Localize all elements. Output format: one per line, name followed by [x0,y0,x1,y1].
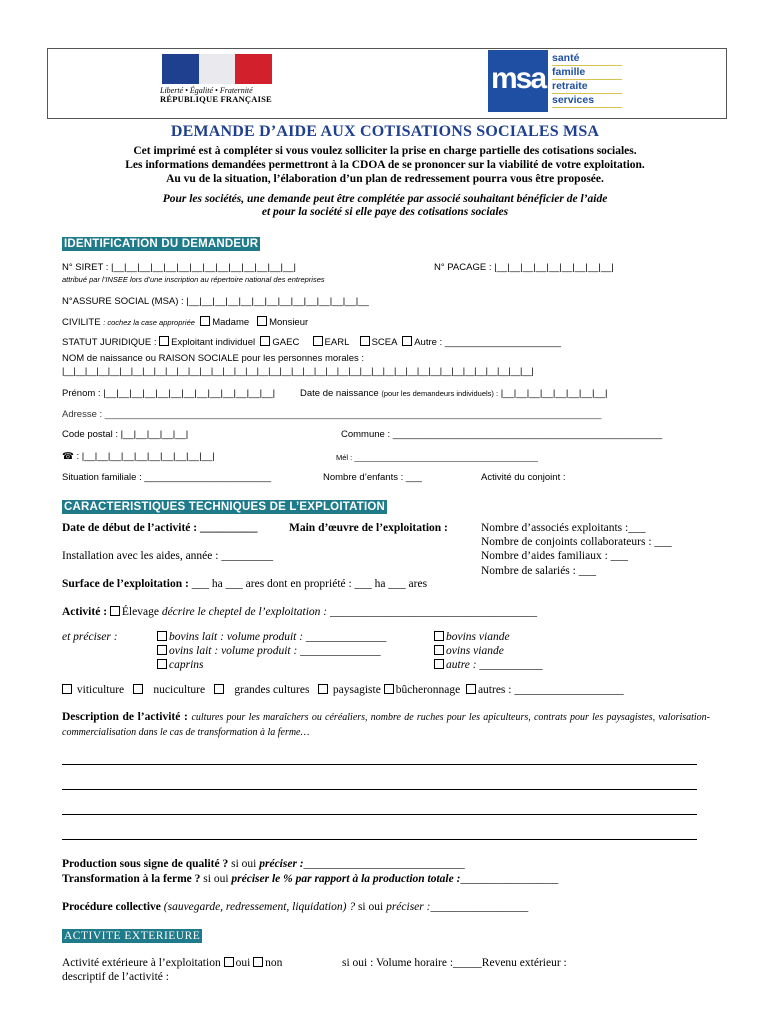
bovins-lait-label[interactable]: bovins lait : volume produit : ______________ [169,631,387,643]
activite-conjoint-field[interactable]: Activité du conjoint : [481,472,566,483]
qualite-field[interactable]: ____________________________ [303,858,465,870]
caprins-checkbox[interactable] [157,659,167,669]
monsieur-checkbox[interactable] [257,316,267,326]
bucheronnage-checkbox[interactable] [384,684,394,694]
conjoints-field[interactable]: Nombre de conjoints collaborateurs : ___ [481,536,672,548]
prenom-field[interactable]: Prénom : |__|__|__|__|__|__|__|__|__|__|__|__|__| [62,388,276,399]
autre-elevage-label[interactable]: autre : ___________ [446,659,543,671]
autre-label[interactable]: Autre : ______________________ [414,337,562,348]
exploitant-label: Exploitant individuel [171,337,256,348]
ovins-lait-option [157,645,381,657]
civilite-row [62,316,308,328]
intro-italic-line: et pour la société si elle paye des cotisations sociales [261,206,509,218]
surface-field[interactable]: ___ ha ___ ares dont en propriété : ___ ha ___ ares [191,578,428,590]
code-postal-field[interactable]: Code postal : |__|__|__|__|__| [62,429,189,440]
earl-label: EARL [324,337,349,348]
transformation-row [62,873,558,885]
bucheronnage-label: bûcheronnage [395,684,461,696]
description-label: Description de l’activité : [62,711,188,723]
ext-non-checkbox[interactable] [253,957,263,967]
monsieur-label: Monsieur [269,317,309,328]
naissance-row [300,388,607,399]
ext-row [62,957,282,969]
bovins-viande-option [434,631,510,643]
header-frame [47,48,727,119]
autres-checkbox[interactable] [466,684,476,694]
description-line[interactable] [62,814,697,815]
ext-si-oui-field[interactable]: si oui : Volume horaire :_____Revenu extérieur : [342,957,567,969]
section-heading-activite-exterieure: ACTIVITE EXTERIEURE [64,930,201,942]
msa-line: retraite [552,80,622,94]
surface-label: Surface de l’exploitation : [62,578,189,590]
qualite-preciser: préciser : [259,858,304,870]
civilite-note: : cochez la case appropriée [103,318,195,327]
naissance-field[interactable]: |__|__|__|__|__|__|__|__| [500,388,608,399]
description-line[interactable] [62,764,697,765]
ext-oui-label: oui [235,957,251,969]
msa-line: services [552,94,622,108]
exploitant-checkbox[interactable] [159,336,169,346]
aides-familiaux-field[interactable]: Nombre d’aides familiaux : ___ [481,550,628,562]
elevage-label: Élevage [121,606,159,618]
gaec-label: GAEC [272,337,300,348]
intro-line: Les informations demandées permettront à la CDOA de se prononcer sur la viabilité de votre exploitation. [125,159,645,171]
intro-line: Au vu de la situation, l’élaboration d’un plan de redressement pourra vous être proposée. [166,173,604,185]
activite-label: Activité : [62,606,108,618]
siret-note: attribué par l’INSEE lors d’une inscription au répertoire national des entreprises [62,275,325,284]
bovins-viande-checkbox[interactable] [434,631,444,641]
adresse-field[interactable]: Adresse : ______________________________________________________________________________________________ [62,409,602,420]
madame-label: Madame [212,317,250,328]
telephone-field[interactable]: ☎ : |__|__|__|__|__|__|__|__|__|__| [62,451,215,462]
qualite-label: Production sous signe de qualité ? [62,858,229,870]
msa-line: santé [552,52,622,66]
surface-row [62,578,427,590]
description-line[interactable] [62,839,697,840]
page-title: DEMANDE D’AIDE AUX COTISATIONS SOCIALES MSA [170,123,600,140]
elevage-field[interactable]: ____________________________________ [330,606,538,618]
ovins-lait-checkbox[interactable] [157,645,167,655]
section-heading-caracteristiques: CARACTERISTIQUES TECHNIQUES DE L’EXPLOITATION [64,501,386,513]
transformation-field[interactable]: _________________ [460,873,559,885]
autre-elevage-option [434,659,543,671]
scea-label: SCEA [371,337,397,348]
transformation-preciser: préciser le % par rapport à la production totale : [231,873,461,885]
situation-field[interactable]: Situation familiale : ________________________ [62,472,272,483]
nom-field[interactable]: |__|__|__|__|__|__|__|__|__|__|__|__|__|__|__|__|__|__|__|__|__|__|__|__|__|__|__|__|__|__|__|__|__|__|__|__|__|__|__|__|__| [62,366,534,376]
qualite-si-oui: si oui [231,858,257,870]
msa-logo [488,50,548,112]
bovins-viande-label: bovins viande [446,631,510,643]
procedure-row [62,901,528,913]
bovins-lait-checkbox[interactable] [157,631,167,641]
intro-text [60,144,710,186]
nom-label: NOM de naissance ou RAISON SOCIALE pour les personnes morales : [62,353,365,364]
marianne-flag-logo [162,54,272,84]
elevage-note: décrire le cheptel de l’exploitation : [161,606,328,618]
naissance-label: Date de naissance [300,388,379,399]
naissance-note: (pour les demandeurs individuels) : [381,389,499,398]
autre-checkbox[interactable] [402,336,412,346]
ext-label: Activité extérieure à l’exploitation [62,957,221,969]
republic-logo-text [160,86,272,104]
statut-label: STATUT JURIDIQUE : [62,337,157,348]
ovins-viande-checkbox[interactable] [434,645,444,655]
preciser-label: et préciser : [62,631,118,643]
activite-row [62,606,537,618]
civilite-label: CIVILITE [62,317,101,328]
scea-checkbox[interactable] [360,336,370,346]
transformation-label: Transformation à la ferme ? [62,873,201,885]
commune-field[interactable]: Commune : ___________________________________________________ [341,429,663,440]
autres-activites-row [62,684,624,696]
enfants-field[interactable]: Nombre d’enfants : ___ [323,472,422,483]
main-oeuvre-label: Main d’œuvre de l’exploitation : [289,522,448,534]
republic-name: RÉPUBLIQUE FRANÇAISE [160,94,272,104]
caprins-label: caprins [169,659,204,671]
description-line[interactable] [62,789,697,790]
grandes-cultures-label: grandes cultures [234,684,310,696]
caprins-option [157,659,204,671]
republic-motto: Liberté • Égalité • Fraternité [160,86,253,95]
procedure-field[interactable]: _________________ [430,901,529,913]
ovins-viande-label: ovins viande [446,645,504,657]
description-note: cultures pour les maraîchers ou céréaliers, nombre de ruches pour les apiculteurs, contrats pour les paysagistes, valorisation-commercialisation dans le cas de transformation à la ferme… [62,712,711,738]
description-block [62,710,710,740]
statut-row [62,336,561,348]
date-debut-field[interactable]: Date de début de l’activité : __________ [62,522,258,534]
qualite-row [62,858,465,870]
intro-line: Cet imprimé est à compléter si vous voulez solliciter la prise en charge partielle des cotisations sociales. [133,145,637,157]
procedure-preciser: préciser : [386,901,431,913]
madame-checkbox[interactable] [200,316,210,326]
pacage-field[interactable]: N° PACAGE : |__|__|__|__|__|__|__|__|__| [434,262,614,273]
section-heading-identification: IDENTIFICATION DU DEMANDEUR [64,238,259,250]
viticulture-checkbox[interactable] [62,684,72,694]
ovins-lait-label[interactable]: ovins lait : volume produit : ______________ [169,645,381,657]
gaec-checkbox[interactable] [260,336,270,346]
grandes-cultures-checkbox[interactable] [214,684,224,694]
intro-italic [60,193,710,219]
msa-line: famille [552,66,622,80]
bovins-lait-option [157,631,386,643]
assure-social-field[interactable]: N°ASSURE SOCIAL (MSA) : |__|__|__|__|__|__|__|__|__|__|__|__|__|__ [62,296,369,307]
autre-elevage-checkbox[interactable] [434,659,444,669]
siret-field[interactable]: N° SIRET : |__|__|__|__|__|__|__|__|__|__|__|__|__|__| [62,262,296,273]
nuciculture-checkbox[interactable] [133,684,143,694]
ext-oui-checkbox[interactable] [224,957,234,967]
paysagiste-label: paysagiste [332,684,381,696]
autres-label[interactable]: autres : ___________________ [477,684,624,696]
associes-field[interactable]: Nombre d’associés exploitants :___ [481,522,646,534]
nuciculture-label: nuciculture [153,684,206,696]
msa-tagline [552,52,622,108]
procedure-note: (sauvegarde, redressement, liquidation) ? [163,901,356,913]
mel-field[interactable]: Mél : ____________________________________________ [336,453,538,462]
salaries-field[interactable]: Nombre de salariés : ___ [481,565,596,577]
msa-logo-text: msa [490,62,546,95]
descriptif-field[interactable]: descriptif de l’activité : [62,971,169,983]
paysagiste-checkbox[interactable] [318,684,328,694]
procedure-label: Procédure collective [62,901,161,913]
procedure-si-oui: si oui [357,901,384,913]
intro-italic-line: Pour les sociétés, une demande peut être complétée par associé souhaitant bénéficier de l’aide [162,193,608,205]
elevage-checkbox[interactable] [110,606,120,616]
installation-field[interactable]: Installation avec les aides, année : _________ [62,550,274,562]
ext-non-label: non [265,957,283,969]
earl-checkbox[interactable] [313,336,323,346]
ovins-viande-option [434,645,504,657]
viticulture-label: viticulture [76,684,125,696]
transformation-si-oui: si oui [203,873,229,885]
